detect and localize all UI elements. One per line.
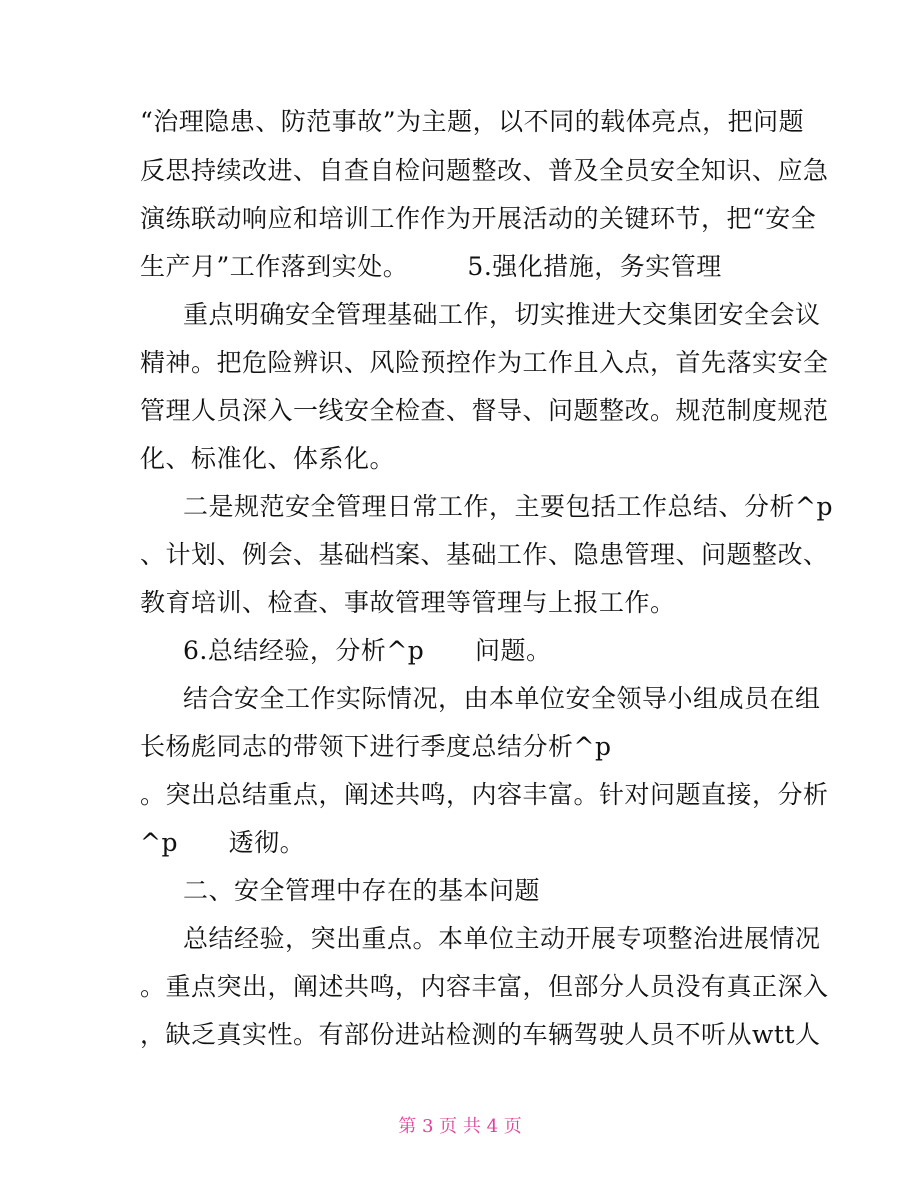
body-line-3: 演练联动响应和培训工作作为开展活动的关键环节，把“安全 (140, 204, 817, 233)
body-line-12: 6.总结经验，分析^p 问题。 (183, 636, 552, 665)
section-heading: 二、安全管理中存在的基本问题 (183, 876, 541, 905)
body-line-10: 、计划、例会、基础档案、基础工作、隐患管理、问题整改、 (140, 540, 829, 569)
body-line-16: ^p 透彻。 (140, 828, 306, 857)
body-line-7: 管理人员深入一线安全检查、督导、问题整改。规范制度规范 (140, 396, 829, 425)
body-line-6: 精神。把危险辨识、风险预控作为工作且入点，首先落实安全 (140, 348, 829, 377)
body-line-15: 。突出总结重点，阐述共鸣，内容丰富。针对问题直接，分析 (140, 780, 829, 809)
body-line-4: 生产月”工作落到实处。 5.强化措施，务实管理 (140, 252, 722, 281)
body-line-1: “治理隐患、防范事故”为主题，以不同的载体亮点，把问题 (140, 107, 805, 136)
body-line-9: 二是规范安全管理日常工作，主要包括工作总结、分析^p (183, 492, 833, 521)
body-line-5: 重点明确安全管理基础工作，切实推进大交集团安全会议 (183, 300, 821, 329)
body-line-2: 反思持续改进、自查自检问题整改、普及全员安全知识、应急 (140, 156, 829, 185)
body-line-19: 。重点突出，阐述共鸣，内容丰富，但部分人员没有真正深入 (140, 972, 829, 1001)
body-line-11: 教育培训、检查、事故管理等管理与上报工作。 (140, 588, 676, 617)
body-line-20: ，缺乏真实性。有部份进站检测的车辆驾驶人员不听从wtt人 (140, 1020, 821, 1049)
page-number-footer: 第 3 页 共 4 页 (398, 1116, 522, 1137)
body-line-14: 长杨彪同志的带领下进行季度总结分析^p (140, 732, 612, 761)
body-line-8: 化、标准化、体系化。 (140, 444, 396, 473)
body-line-18: 总结经验，突出重点。本单位主动开展专项整治进展情况 (183, 924, 821, 953)
body-line-13: 结合安全工作实际情况，由本单位安全领导小组成员在组 (183, 684, 821, 713)
